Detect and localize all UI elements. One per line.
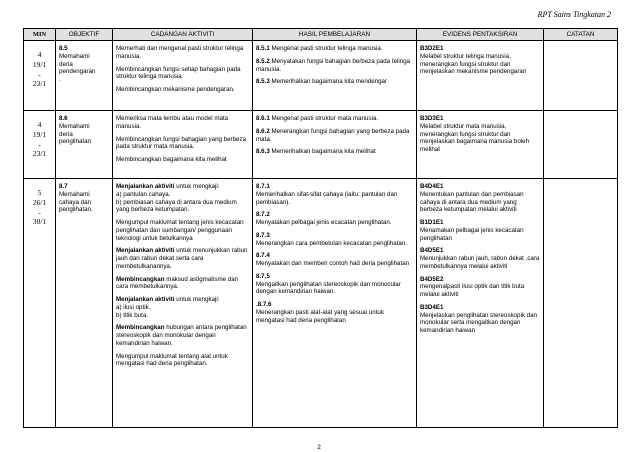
evidence-text: Menunjukkan rabun jauh, rabun dekat ,cara membetulkannya melalui aktiviti	[420, 255, 540, 270]
activity-text: b) titik buta.	[116, 311, 148, 319]
activity-text: Memeriksa mata lembu atau model mata manusia.	[116, 115, 229, 130]
outcome-code: 8.6.3	[256, 148, 270, 156]
outcome-text: Mengenal pasti struktur telinga manusia.	[269, 45, 383, 52]
objective-text: pendengaran	[59, 68, 96, 76]
evidence-code: B3D3E1	[420, 115, 444, 122]
col-header-catatan: CATATAN	[544, 29, 618, 41]
col-header-objektif: OBJEKTIF	[56, 29, 113, 41]
activity-text: Membincangkan bagaimana kita melihat	[116, 156, 227, 163]
outcome-code: 8.7.1	[256, 183, 270, 190]
activity-item	[116, 45, 249, 61]
outcome-code: .8.7.6	[256, 301, 272, 308]
outcome-text: Menyatakan pelbagai jenis ecacatan penglihatan.	[256, 219, 392, 226]
outcome-item	[256, 183, 413, 206]
table-row	[24, 179, 618, 428]
col-header-hasil-pembelajaran: HASIL PEMBELAJARAN	[253, 29, 417, 41]
activity-item	[116, 247, 249, 270]
evidence-text: Melabel struktur mata manusia, menerangkan fungsi struktur dan menjelaskan bagaimana manusia boleh melihat	[420, 122, 530, 153]
min-line: 5	[37, 188, 42, 197]
evidence-code: B3D4E1	[420, 303, 444, 311]
evidence-item	[420, 276, 540, 299]
outcomes-cell	[253, 41, 417, 111]
activities-cell	[113, 179, 253, 428]
evidence-code: B3D2E1	[420, 45, 444, 52]
evidence-text: Melabel struktur telinga manusia, menerangkan fungsi struktur dan menjelaskan mekanisme pendengaran	[420, 52, 527, 76]
activity-text: untuk mengkaji:	[174, 296, 220, 303]
activity-item	[116, 136, 249, 152]
min-line: 4	[37, 120, 42, 129]
evidence-item	[420, 115, 540, 154]
outcome-text: Menerangkan cara pembetulan kecacatan penglihatan.	[256, 239, 408, 247]
objective-text: penglihatan	[59, 138, 91, 146]
min-line: -	[38, 207, 41, 217]
activity-item	[116, 353, 249, 369]
notes-cell	[544, 41, 618, 111]
activity-text: Mengumpul maklumat tentang jenis kecacatan penglihatan dan sumbangan/ penggunaan teknologi untuk betulkannya	[116, 219, 244, 242]
activity-verb: Menjalankan aktiviti	[116, 296, 175, 303]
activity-item	[116, 86, 249, 94]
objective-text: cahaya dan	[59, 198, 91, 206]
min-line: 4	[37, 50, 42, 59]
activity-verb: Menjalankan aktiviti	[116, 247, 175, 255]
min-line: 19/1	[32, 59, 47, 69]
min-line: 30/1	[32, 217, 47, 227]
outcome-text: Mengenal pasti struktur mata manusia.	[269, 115, 379, 122]
document-header-title: RPT Sains Tingkatan 2	[537, 10, 611, 19]
activity-item	[116, 324, 249, 347]
outcome-item	[256, 128, 413, 144]
outcome-code: 8.5.2	[256, 57, 270, 65]
evidence-text: Menamakan pelbagai jenis kecacatan penglihatan	[420, 226, 524, 242]
activity-item	[116, 66, 249, 82]
outcome-text: Memerihalkan sifat-sifat cahaya (iaitu: pantulan dan pembiasan).	[256, 190, 398, 206]
evidence-cell	[417, 179, 544, 428]
min-line: 23/1	[32, 149, 47, 159]
evidence-cell	[417, 41, 544, 111]
evidence-code: B4D5E1	[420, 247, 444, 255]
activity-item	[116, 115, 249, 131]
outcome-item	[256, 211, 413, 227]
activity-verb: Membincangkan	[116, 275, 165, 283]
evidence-item	[420, 219, 540, 242]
evidence-cell	[417, 111, 544, 179]
outcome-code: 8.6.2	[256, 127, 270, 135]
activity-item	[116, 183, 249, 214]
activity-text: hubungan antara penglihatan stereoskopik dan monokular dengan kemandirian haiwan.	[116, 324, 247, 347]
min-line: -	[38, 139, 41, 149]
outcome-item	[256, 78, 413, 86]
outcome-item	[256, 148, 413, 156]
activity-verb: Membincangkan	[116, 324, 165, 332]
objective-text: deria	[59, 130, 73, 138]
outcome-code: 8.7.4	[256, 252, 270, 260]
objective-text: Memahami	[59, 52, 90, 60]
min-cell	[24, 41, 56, 111]
outcome-text: Memerihalkan bagaimana kita mendengar	[269, 78, 388, 86]
evidence-item	[420, 45, 540, 76]
activity-text: a) pantulan cahaya.	[116, 190, 171, 198]
objective-cell	[56, 179, 113, 428]
outcome-text: Menyatakan fungsi bahagian berbeza pada telinga manusia.	[256, 57, 411, 73]
col-header-evidens-pentaksiran: EVIDENS PENTAKSIRAN	[417, 29, 544, 41]
objective-text: .	[59, 76, 61, 83]
activity-text: Memerhati dan mengenal pasti struktur telinga manusia.	[116, 45, 244, 60]
activity-text: Mengumpul maklumat tentang alat untuk mengatasi had deria penglihatan.	[116, 352, 228, 368]
outcome-item	[256, 45, 413, 53]
outcome-code: 8.7.2	[256, 211, 270, 219]
evidence-code: B4D4E1	[420, 183, 444, 190]
activity-text: untuk mengkaji:	[174, 183, 220, 190]
outcome-item	[256, 58, 413, 74]
outcome-item	[256, 301, 413, 324]
min-line: -	[38, 69, 41, 79]
min-line: 23/1	[32, 79, 47, 89]
page-number: 2	[317, 444, 321, 451]
objective-text: deria	[59, 60, 73, 68]
lesson-plan-table	[23, 28, 618, 428]
evidence-item	[420, 183, 540, 214]
col-header-min: MIN	[24, 29, 56, 41]
evidence-code: B1D1E1	[420, 219, 444, 226]
outcome-text: Menerangkan pasti alat-alat yang sesuai untuk mengatasi had deria penglihatan	[256, 308, 384, 324]
objective-cell	[56, 41, 113, 111]
notes-cell	[544, 179, 618, 428]
objective-code: 8.7	[59, 183, 68, 190]
outcome-item	[256, 232, 413, 248]
outcome-code: 8.5.3	[256, 78, 270, 86]
col-header-cadangan-aktiviti: CADANGAN AKTIVITI	[113, 29, 253, 41]
activity-item	[116, 219, 249, 242]
notes-cell	[544, 111, 618, 179]
evidence-code: B4D5E2	[420, 275, 444, 283]
min-line: 26/1	[32, 197, 47, 207]
evidence-item	[420, 247, 540, 270]
table-header-row	[24, 29, 618, 41]
activity-text: Membincangkan fungsi setiap bahagian pada struktur telinga manusia.	[116, 65, 241, 81]
outcome-text: Mengaitkan penglihatan stereoskopik dan monocular dengan kemandirian haiwan.	[256, 280, 401, 296]
activity-item	[116, 156, 249, 164]
activity-text: b) pembiasan cahaya di antara dua medium yang berbeza ketumpatan.	[116, 198, 237, 214]
outcome-text: Menerangkan fungsi bahagian yang berbeza pada mata.	[256, 127, 410, 143]
outcome-item	[256, 252, 413, 268]
activity-text: maksud astigmatisme dan cara membetulkannya.	[116, 275, 239, 291]
activity-text: untuk menunjukkan rabun jauh dan rabun dekat serta cara membetulkanannya.	[116, 247, 248, 270]
activity-text: a) ilusi optik.	[116, 303, 151, 311]
activities-cell	[113, 41, 253, 111]
outcomes-cell	[253, 111, 417, 179]
objective-text: Memahami	[59, 122, 90, 130]
evidence-item	[420, 304, 540, 335]
activity-item	[116, 296, 249, 319]
outcome-text: Menyatakan dan memberi contoh had deria penglihatan	[256, 260, 410, 267]
objective-text: Memahami	[59, 190, 90, 198]
activities-cell	[113, 111, 253, 179]
outcome-item	[256, 273, 413, 296]
activity-text: Membincangkan mekanisme pendengaran.	[116, 86, 235, 93]
objective-text: penglihatan.	[59, 206, 93, 214]
outcome-item	[256, 115, 413, 123]
objective-cell	[56, 111, 113, 179]
evidence-text: Menjelaskan penglihatan stereoskopik dan monokular serta mengaitkan dengan kemandirian haiwan	[420, 311, 537, 334]
outcome-text: Memerihalkan bagaimana kita melihat	[269, 148, 376, 156]
evidence-text: Menentukan pantulan dan pembiasan cahaya di antara dua medium yang berbeza ketumpatan melalui aktiviti	[420, 190, 524, 214]
min-cell	[24, 179, 56, 428]
outcome-code: 8.7.3	[256, 231, 270, 239]
outcome-code: 8.5.1	[256, 45, 270, 52]
activity-item	[116, 276, 249, 292]
objective-code: 8.6	[59, 115, 68, 122]
activity-verb: Menjalankan aktiviti	[116, 183, 175, 190]
evidence-text: mengenalpasti ilusi optik dan titik buta melalui aktiviti	[420, 283, 525, 298]
outcome-code: 8.7.5	[256, 272, 270, 280]
table-row	[24, 111, 618, 179]
table-row	[24, 41, 618, 111]
min-line: 19/1	[32, 129, 47, 139]
outcomes-cell	[253, 179, 417, 428]
min-cell	[24, 111, 56, 179]
objective-code: 8.5	[59, 45, 68, 52]
activity-text: Membincangkan fungsi bahagian yang berbeza pada struktur mata manusia.	[116, 135, 247, 151]
outcome-code: 8.6.1	[256, 115, 270, 122]
